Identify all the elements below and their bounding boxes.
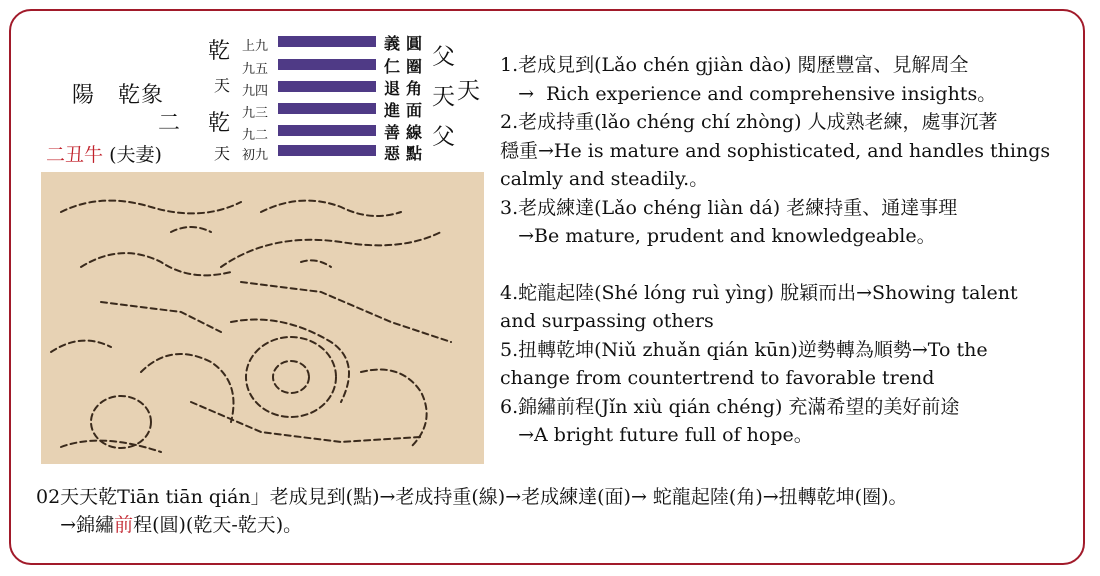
trait-2b: 圈	[406, 57, 423, 76]
idiom-list	[500, 51, 1080, 450]
item-4-line-1: 4.蛇龍起陸(Shé lóng ruì yìng) 脫穎而出→Showing talent	[500, 281, 1018, 304]
footer-red-char: 前	[114, 514, 134, 536]
trait-1a: 義	[384, 34, 401, 53]
trait-1b: 圓	[406, 34, 423, 53]
left-char-3: 乾	[208, 111, 231, 136]
item-2-line-3: calmly and steadily.。	[500, 168, 709, 190]
trait-3a: 退	[384, 79, 401, 98]
hexagram-title: 陽 乾象	[72, 83, 165, 108]
item-6-line-1: 6.錦繡前程(Jǐn xiù qián chéng) 充滿希望的美好前途	[500, 395, 960, 418]
hexagram-subtitle	[46, 140, 162, 167]
item-5-line-1: 5.扭轉乾坤(Niǔ zhuǎn qián kūn)逆勢轉為順勢→To the	[500, 338, 988, 361]
trait-3b: 角	[406, 79, 423, 98]
trait-6a: 惡	[384, 144, 401, 163]
right-char-2: 天	[432, 84, 455, 110]
item-6-line-2: →A bright future full of hope。	[500, 424, 813, 446]
item-2-line-1: 2.老成持重(lǎo chéng chí zhòng) 人成熟老練，處事沉著	[500, 111, 998, 133]
right-char-4: 天	[457, 78, 480, 104]
trait-5b: 線	[406, 123, 423, 142]
footer-line-2b: 程(圓)(乾天-乾天)。	[133, 514, 303, 536]
footer-line-1: 02天天乾Tiān tiān qián」老成見到(點)→老成持重(線)→老成練達(面)→ 蛇龍起陸(角)→扭轉乾坤(圈)。	[36, 486, 908, 508]
right-char-3: 父	[432, 124, 455, 150]
left-char-2: 天	[214, 76, 231, 95]
hexagram-mid-char: 二	[158, 111, 181, 136]
trait-5a: 善	[384, 123, 401, 142]
subtitle-red: 二丑牛	[46, 144, 104, 166]
line-label-4: 九三	[242, 106, 269, 121]
subtitle-paren: (夫妻)	[109, 144, 162, 166]
yao-line-2	[278, 59, 376, 70]
left-char-1: 乾	[208, 39, 231, 64]
line-label-5: 九二	[242, 128, 269, 143]
yao-line-6	[278, 145, 376, 156]
footer-line-2a: →錦繡	[36, 514, 115, 536]
line-label-3: 九四	[242, 84, 269, 99]
item-5-line-2: change from countertrend to favorable trend	[500, 367, 935, 389]
line-label-2: 九五	[242, 62, 269, 77]
item-3-line-1: 3.老成練達(Lǎo chéng liàn dá) 老練持重、通達事理	[500, 196, 958, 219]
item-4-line-2: and surpassing others	[500, 310, 714, 332]
ox-cart-sketch-image	[41, 172, 484, 464]
trait-2a: 仁	[384, 57, 401, 76]
spacer	[500, 251, 1080, 279]
yao-line-5	[278, 125, 376, 136]
yao-line-3	[278, 81, 376, 92]
item-3-line-2: →Be mature, prudent and knowledgeable。	[500, 225, 936, 247]
right-char-1: 父	[432, 44, 455, 70]
footer-line-2	[36, 511, 908, 539]
yao-line-4	[278, 103, 376, 114]
trait-4b: 面	[406, 101, 423, 120]
left-char-4: 天	[214, 144, 231, 163]
yao-line-1	[278, 36, 376, 47]
item-2-line-2: 穩重→He is mature and sophisticated, and handles things	[500, 139, 1051, 162]
footer-summary	[36, 483, 908, 539]
item-1-line-1: 1.老成見到(Lǎo chén gjiàn dào) 閱歷豐富、見解周全	[500, 54, 969, 76]
item-1-line-2: → Rich experience and comprehensive insights。	[500, 82, 997, 105]
line-label-6: 初九	[242, 148, 269, 163]
trait-6b: 點	[406, 144, 423, 163]
trait-4a: 進	[384, 101, 401, 120]
line-label-1: 上九	[242, 39, 269, 54]
